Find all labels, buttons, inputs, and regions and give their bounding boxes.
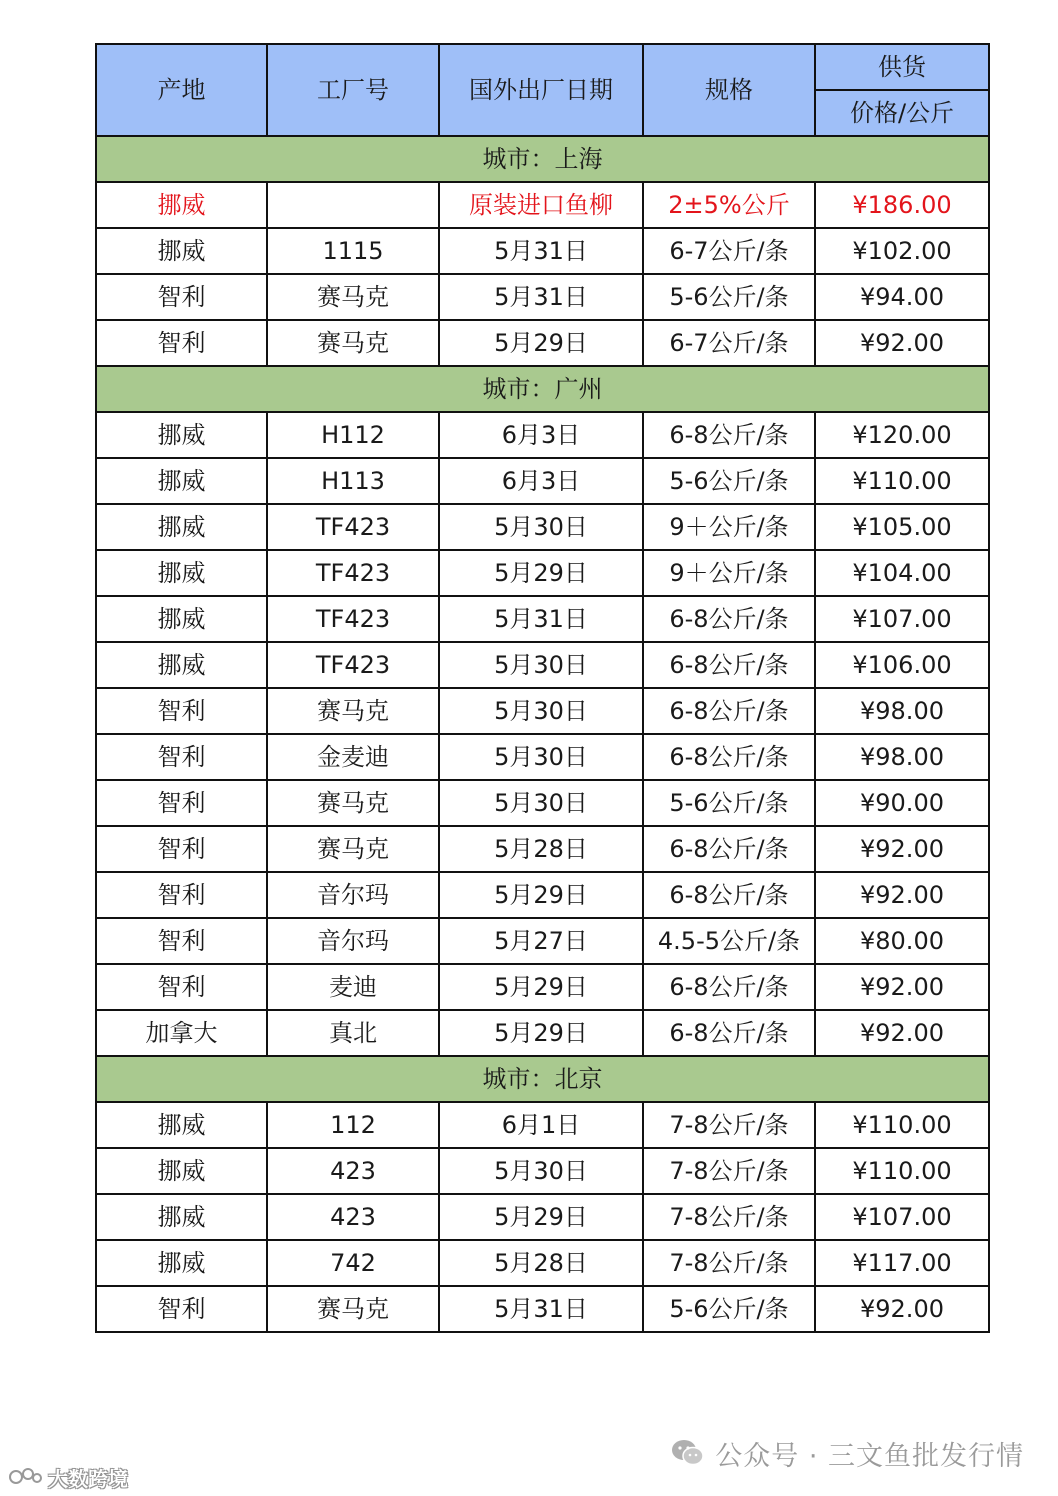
cell-factory [267,182,439,228]
table-row [96,412,989,458]
cell-origin: 加拿大 [96,1010,267,1056]
cell-spec: 6-8公斤/条 [643,964,815,1010]
cell-factory: H113 [267,458,439,504]
table-row [96,780,989,826]
cell-price: ¥90.00 [815,780,989,826]
table-body [96,136,989,1332]
cell-origin: 挪威 [96,1194,267,1240]
cell-origin: 挪威 [96,1148,267,1194]
cell-origin: 智利 [96,826,267,872]
table-row [96,504,989,550]
cell-spec: 6-8公斤/条 [643,826,815,872]
cell-origin: 智利 [96,918,267,964]
cell-origin: 智利 [96,780,267,826]
cell-date: 原装进口鱼柳 [439,182,643,228]
city-label: 城市：广州 [96,366,989,412]
cell-price: ¥186.00 [815,182,989,228]
cell-spec: 5-6公斤/条 [643,274,815,320]
cell-factory: 1115 [267,228,439,274]
cell-date: 5月31日 [439,596,643,642]
table-row [96,1194,989,1240]
table-row [96,1102,989,1148]
cell-price: ¥92.00 [815,826,989,872]
table-row [96,1010,989,1056]
cell-date: 5月29日 [439,1010,643,1056]
cell-price: ¥92.00 [815,964,989,1010]
table-row [96,1286,989,1332]
cell-factory: 742 [267,1240,439,1286]
cell-factory: TF423 [267,642,439,688]
cell-price: ¥120.00 [815,412,989,458]
table-row [96,182,989,228]
cell-origin: 挪威 [96,596,267,642]
cell-date: 5月30日 [439,504,643,550]
cell-spec: 5-6公斤/条 [643,458,815,504]
cell-price: ¥106.00 [815,642,989,688]
table-row [96,550,989,596]
cell-origin: 智利 [96,320,267,366]
city-row [96,136,989,182]
cell-factory: H112 [267,412,439,458]
city-row [96,1056,989,1102]
cell-date: 5月28日 [439,1240,643,1286]
cell-origin: 智利 [96,1286,267,1332]
cell-spec: 2±5%公斤 [643,182,815,228]
table-row [96,458,989,504]
cell-price: ¥107.00 [815,1194,989,1240]
cell-origin: 挪威 [96,412,267,458]
table-row [96,320,989,366]
cell-spec: 7-8公斤/条 [643,1194,815,1240]
cell-spec: 6-8公斤/条 [643,734,815,780]
table-row [96,918,989,964]
table-header [96,44,989,136]
cell-spec: 7-8公斤/条 [643,1148,815,1194]
cell-factory: 423 [267,1148,439,1194]
cell-price: ¥92.00 [815,1010,989,1056]
cell-origin: 挪威 [96,458,267,504]
table-row [96,734,989,780]
cell-spec: 6-7公斤/条 [643,228,815,274]
cell-price: ¥94.00 [815,274,989,320]
header-origin: 产地 [96,44,267,136]
cell-origin: 智利 [96,688,267,734]
cell-date: 6月1日 [439,1102,643,1148]
cell-factory: 赛马克 [267,274,439,320]
cell-origin: 智利 [96,872,267,918]
city-row [96,366,989,412]
cell-date: 5月31日 [439,228,643,274]
cell-spec: 9＋公斤/条 [643,504,815,550]
wechat-icon [671,1438,705,1468]
cell-factory: TF423 [267,550,439,596]
logo-icon [8,1465,44,1489]
table-row [96,1148,989,1194]
cell-date: 5月28日 [439,826,643,872]
cell-date: 5月30日 [439,688,643,734]
cell-price: ¥110.00 [815,1102,989,1148]
cell-spec: 7-8公斤/条 [643,1240,815,1286]
cell-date: 5月29日 [439,550,643,596]
cell-date: 5月30日 [439,780,643,826]
cell-price: ¥98.00 [815,688,989,734]
cell-spec: 4.5-5公斤/条 [643,918,815,964]
header-supply: 供货 [815,44,989,90]
cell-origin: 智利 [96,734,267,780]
cell-date: 5月30日 [439,734,643,780]
cell-price: ¥98.00 [815,734,989,780]
cell-spec: 6-8公斤/条 [643,688,815,734]
cell-factory: TF423 [267,596,439,642]
cell-date: 5月29日 [439,1194,643,1240]
cell-factory: 音尔玛 [267,872,439,918]
cell-factory: 赛马克 [267,1286,439,1332]
footer-watermark [8,1462,128,1492]
cell-factory: 金麦迪 [267,734,439,780]
cell-price: ¥117.00 [815,1240,989,1286]
price-table [95,43,990,1333]
cell-origin: 挪威 [96,642,267,688]
city-label: 城市：北京 [96,1056,989,1102]
cell-date: 6月3日 [439,458,643,504]
cell-spec: 6-8公斤/条 [643,1010,815,1056]
cell-spec: 5-6公斤/条 [643,1286,815,1332]
cell-origin: 挪威 [96,1102,267,1148]
cell-date: 5月29日 [439,320,643,366]
cell-factory: 112 [267,1102,439,1148]
cell-spec: 9＋公斤/条 [643,550,815,596]
city-label: 城市：上海 [96,136,989,182]
cell-price: ¥107.00 [815,596,989,642]
cell-spec: 5-6公斤/条 [643,780,815,826]
cell-origin: 挪威 [96,504,267,550]
cell-spec: 6-8公斤/条 [643,872,815,918]
table-row [96,964,989,1010]
cell-spec: 6-8公斤/条 [643,596,815,642]
table-row [96,274,989,320]
cell-price: ¥104.00 [815,550,989,596]
cell-factory: 麦迪 [267,964,439,1010]
cell-price: ¥80.00 [815,918,989,964]
cell-date: 5月29日 [439,964,643,1010]
cell-factory: 赛马克 [267,780,439,826]
cell-date: 5月30日 [439,1148,643,1194]
table-row [96,1240,989,1286]
footer-brand [671,1435,1024,1471]
header-spec: 规格 [643,44,815,136]
cell-price: ¥110.00 [815,458,989,504]
table-row [96,596,989,642]
cell-date: 5月27日 [439,918,643,964]
footer-watermark-text: 大数跨境 [48,1466,128,1491]
cell-date: 5月31日 [439,1286,643,1332]
header-price: 价格/公斤 [815,90,989,136]
cell-spec: 6-8公斤/条 [643,642,815,688]
cell-price: ¥92.00 [815,320,989,366]
cell-spec: 6-8公斤/条 [643,412,815,458]
cell-origin: 智利 [96,274,267,320]
cell-origin: 挪威 [96,1240,267,1286]
cell-spec: 7-8公斤/条 [643,1102,815,1148]
cell-price: ¥105.00 [815,504,989,550]
table-row [96,642,989,688]
cell-factory: 赛马克 [267,826,439,872]
footer-brand-text: 公众号 · 三文鱼批发行情 [715,1440,1024,1472]
table-row [96,872,989,918]
cell-origin: 智利 [96,964,267,1010]
cell-factory: 音尔玛 [267,918,439,964]
table-row [96,228,989,274]
cell-price: ¥92.00 [815,872,989,918]
cell-factory: 423 [267,1194,439,1240]
cell-price: ¥92.00 [815,1286,989,1332]
cell-spec: 6-7公斤/条 [643,320,815,366]
cell-factory: 真北 [267,1010,439,1056]
cell-factory: 赛马克 [267,320,439,366]
cell-origin: 挪威 [96,182,267,228]
cell-factory: 赛马克 [267,688,439,734]
cell-date: 5月31日 [439,274,643,320]
cell-date: 5月30日 [439,642,643,688]
cell-price: ¥110.00 [815,1148,989,1194]
cell-date: 5月29日 [439,872,643,918]
cell-date: 6月3日 [439,412,643,458]
cell-origin: 挪威 [96,550,267,596]
cell-factory: TF423 [267,504,439,550]
cell-origin: 挪威 [96,228,267,274]
table-row [96,688,989,734]
header-date: 国外出厂日期 [439,44,643,136]
table-row [96,826,989,872]
cell-price: ¥102.00 [815,228,989,274]
header-factory: 工厂号 [267,44,439,136]
